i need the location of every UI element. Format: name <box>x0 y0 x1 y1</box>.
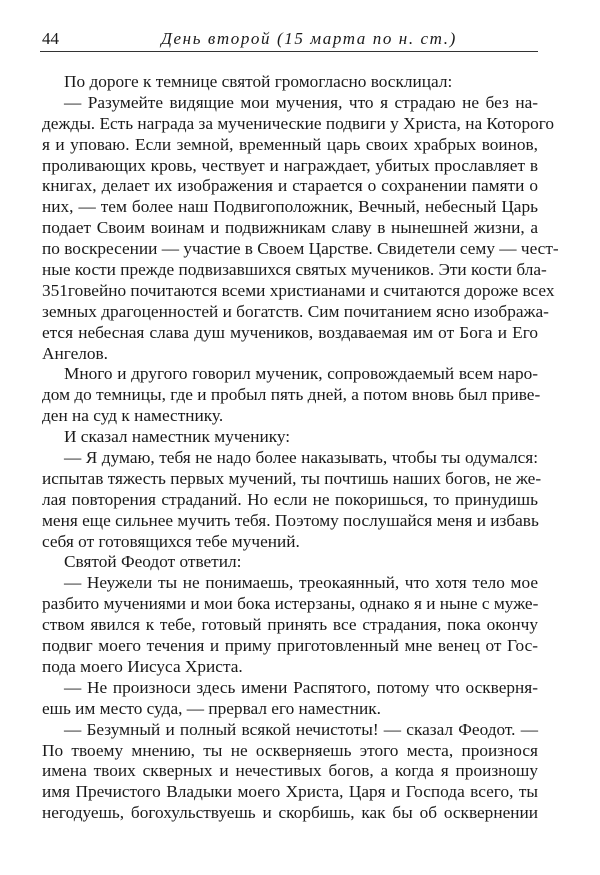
text-line: разбито мучениями и мои бока истерзаны, однако я и ныне с муже- <box>42 594 539 614</box>
text-line: ется небесная слава душ мучеников, воздаваемая им от Бога и Его <box>42 322 538 342</box>
text-line: подает Своим воинам и подвижникам славу в нынешней жизни, а <box>42 218 538 238</box>
paragraph <box>42 720 538 824</box>
text-line: По дороге к темнице святой громогласно восклицал: <box>64 72 453 91</box>
text-line: ден на суд к наместнику. <box>42 406 224 426</box>
page-number: 44 <box>42 29 59 48</box>
text-line: земных драгоценностей и богатств. Сим почитанием ясно изобража- <box>42 301 549 321</box>
text-line: ством явился к тебе, готовый принять все страдания, пока окончу <box>42 615 538 635</box>
text-line: — Не произноси здесь имени Распятого, потому что оскверня- <box>64 677 538 697</box>
text-line: дом до темницы, где и пробыл пять дней, а потом вновь был приве- <box>42 385 541 405</box>
text-line: книгах, делает их изображения и старается о сохранении памяти о <box>42 176 538 196</box>
text-line: по воскресении — участие в Своем Царстве. Свидетели сему — чест- <box>42 239 559 259</box>
paragraph <box>42 573 538 677</box>
text-line: — Безумный и полный всякой нечистоты! — сказал Феодот. — <box>64 719 538 739</box>
text-line: проливающих кровь, чествует и награждает, убитых прославляет в <box>42 155 538 175</box>
text-line: По твоему мнению, ты не оскверняешь этого места, произнося <box>42 740 538 760</box>
text-line: Много и другого говорил мученик, сопровождаемый всем наро- <box>64 364 538 384</box>
text-line: имена твоих скверных и нечестивых богов, а когда я произношу <box>42 761 538 781</box>
text-line: лая повторения страданий. Но если не покоришься, то принудишь <box>42 489 538 509</box>
text-line: имя Пречистого Владыки моего Христа, Царя и Господа всего, ты <box>42 782 538 802</box>
page-body <box>42 72 559 824</box>
running-title: День второй (15 марта по н. ст.) <box>161 29 457 48</box>
paragraph <box>42 678 538 720</box>
text-line: меня еще сильнее мучить тебя. Поэтому послушайся меня и избавь <box>42 510 539 530</box>
paragraph <box>42 427 538 448</box>
text-line: ешь им место суда, — прервал его наместник. <box>42 698 381 718</box>
text-line: Ангелов. <box>42 343 109 363</box>
paragraph <box>42 92 559 365</box>
paragraph <box>42 552 538 573</box>
paragraph <box>42 364 541 427</box>
text-line: себя от готовящихся тебе мучений. <box>42 531 300 551</box>
text-line: дежды. Есть награда за мученические подвиги у Христа, на Которого <box>42 113 555 133</box>
text-line: 351говейно почитаются всеми христианами и считаются дороже всех <box>42 280 555 300</box>
text-line: подвиг моего течения и приму приготовленный мне венец от Гос- <box>42 636 538 656</box>
page-header <box>40 29 538 52</box>
paragraph <box>42 72 538 93</box>
text-line: Святой Феодот ответил: <box>64 552 242 572</box>
text-line: — Я думаю, тебя не надо более наказывать, чтобы ты одумался: <box>64 448 538 468</box>
text-line: И сказал наместник мученику: <box>64 427 291 447</box>
text-line: них, — тем более наш Подвигоположник, Вечный, небесный Царь <box>42 197 538 217</box>
text-line: негодуешь, богохульствуешь и скорбишь, как бы об осквернении <box>42 803 538 823</box>
text-line: — Разумейте видящие мои мучения, что я страдаю не без на- <box>64 92 538 112</box>
text-line: я и уповаю. Если земной, временный царь своих храбрых воинов, <box>42 134 538 154</box>
text-line: — Неужели ты не понимаешь, треокаянный, что хотя тело мое <box>64 573 538 593</box>
text-line: испытав тяжесть первых мучений, ты почтишь наших богов, не же- <box>42 468 542 488</box>
text-line: пода моего Иисуса Христа. <box>42 656 243 676</box>
text-line: ные кости прежде подвизавшихся святых мучеников. Эти кости бла- <box>42 260 547 280</box>
paragraph <box>42 448 542 552</box>
